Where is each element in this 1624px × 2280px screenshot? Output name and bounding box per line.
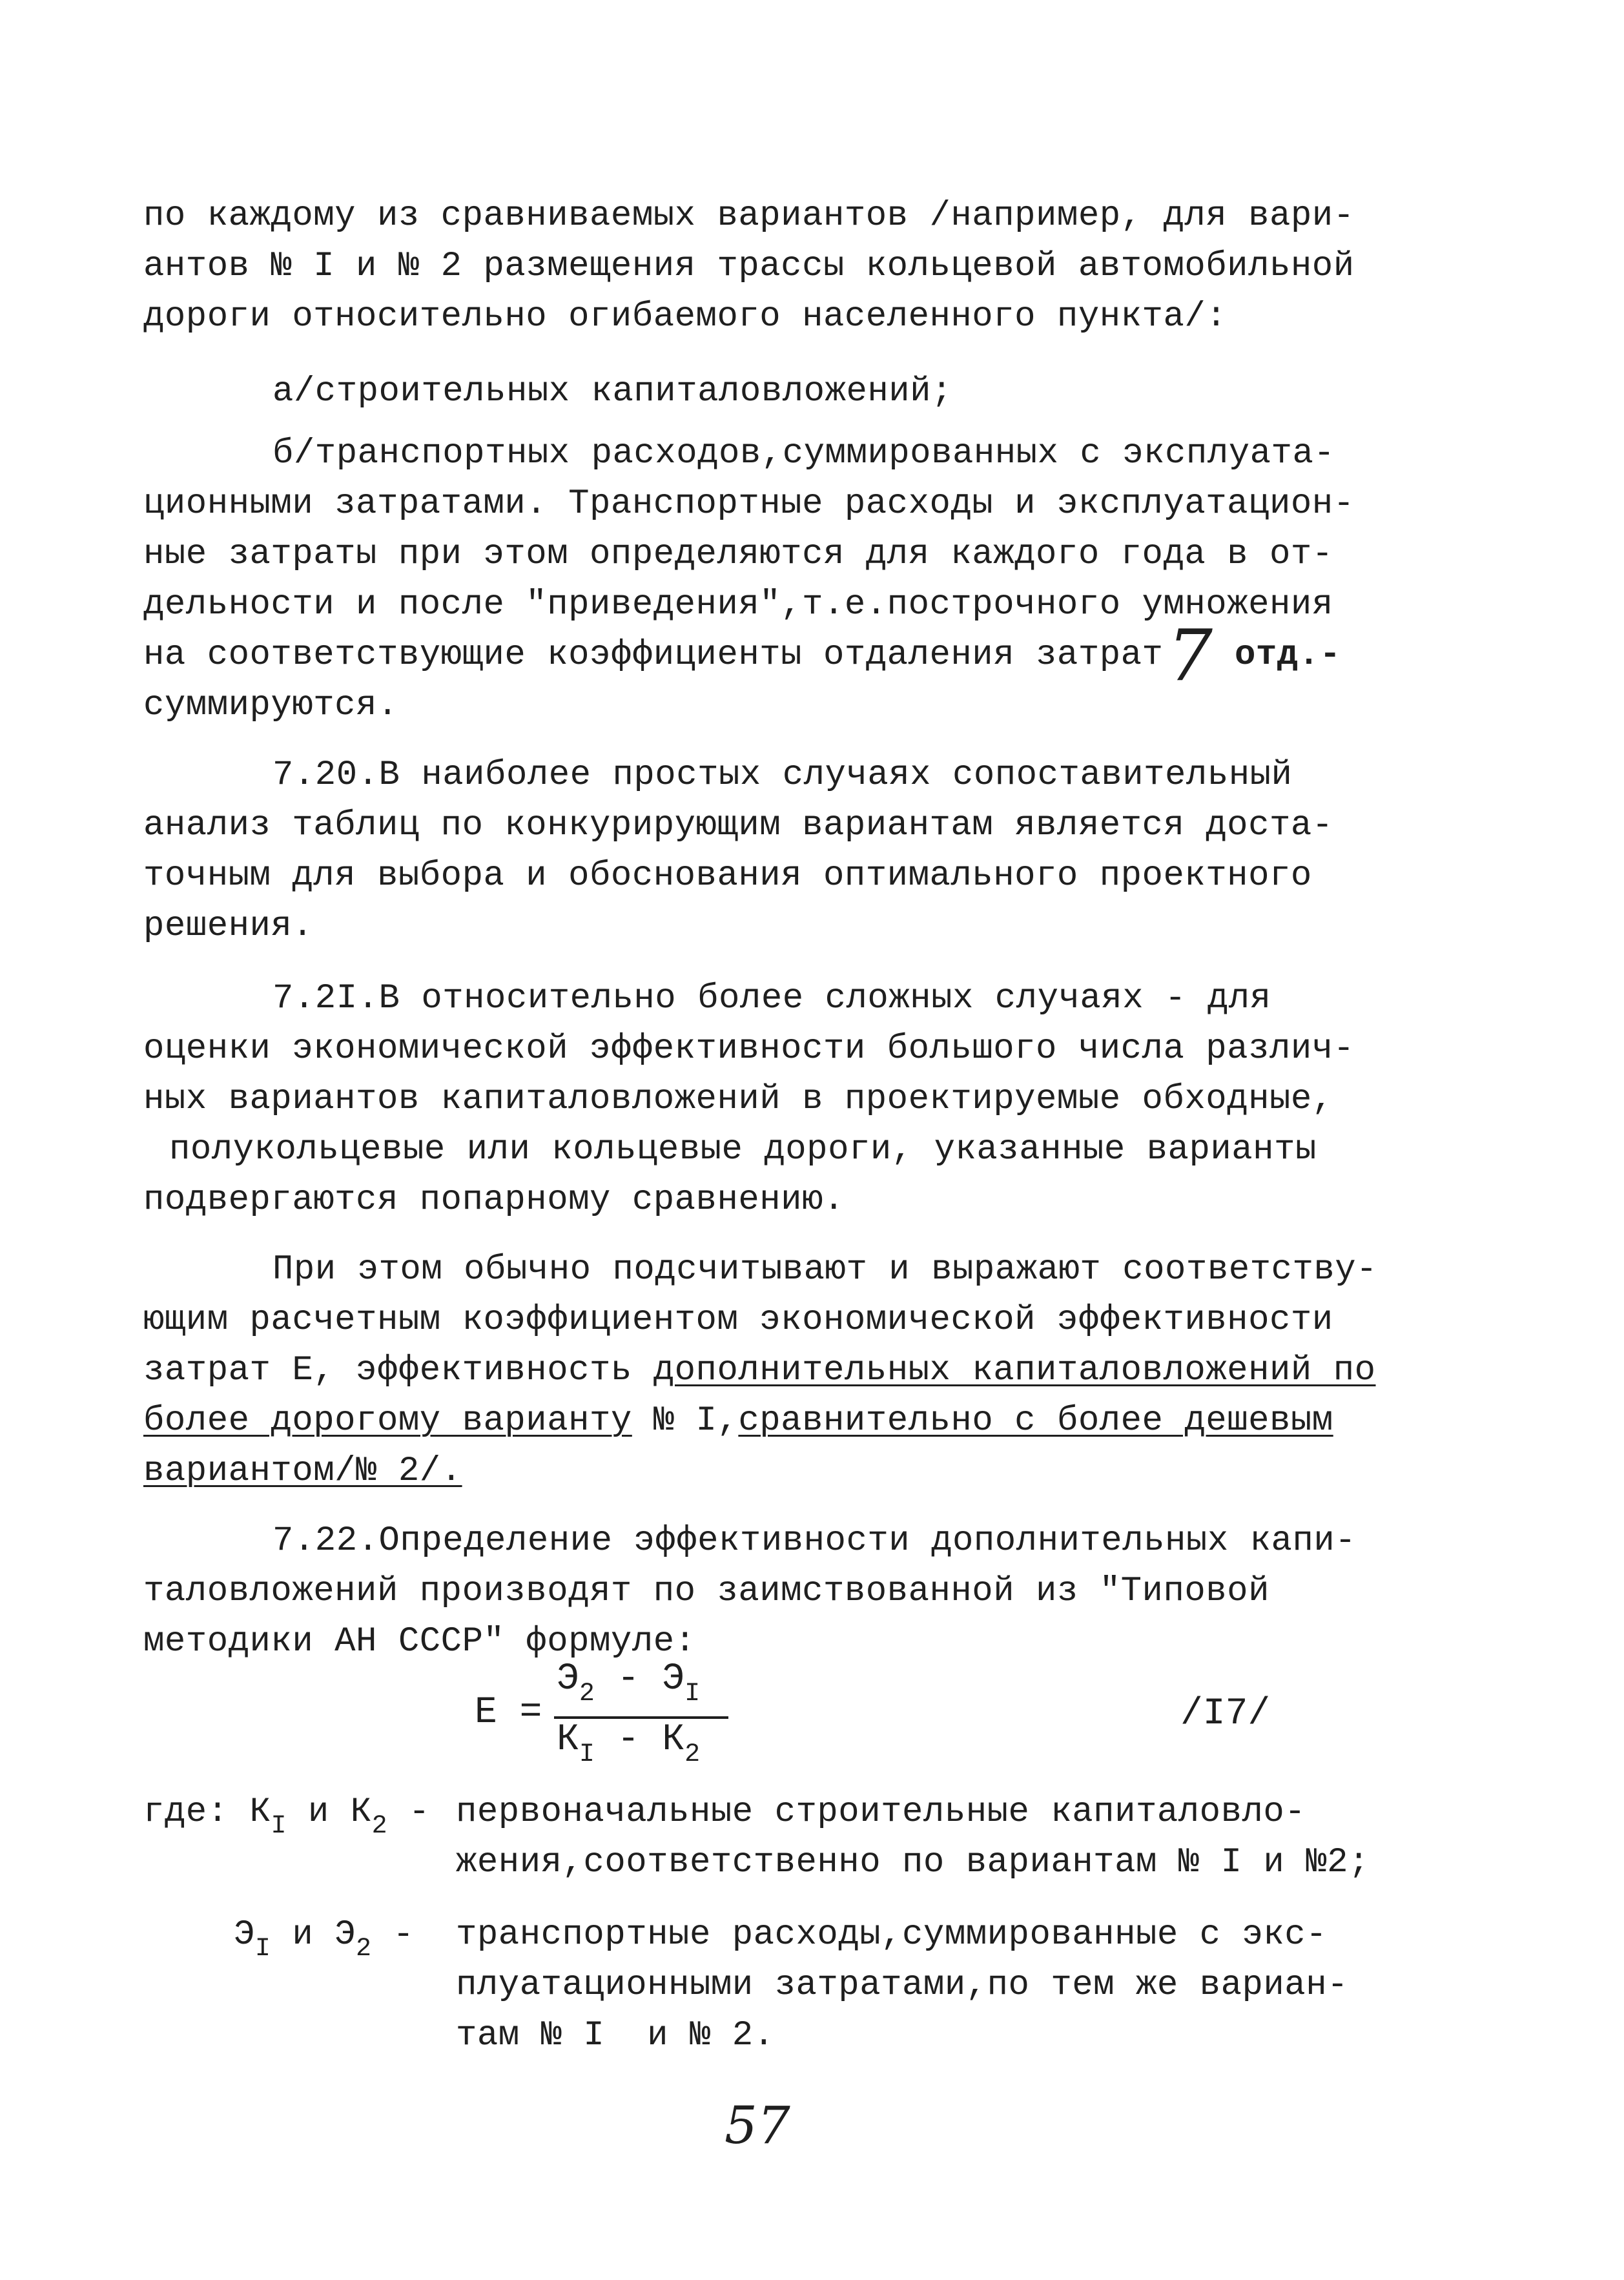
text-line: на соответствующие коэффициенты отдаления затрат [143,635,1164,675]
text-line: жения,соответственно по вариантам № I и №2; [456,1843,1370,1882]
text-line: точным для выбора и обоснования оптимального проектного [143,856,1312,896]
underlined-phrase: вариантом/№ 2/. [143,1452,462,1491]
text-span: Э [234,1915,255,1955]
formula-symbol: Э [662,1658,685,1700]
formula-subscript: I [684,1679,701,1709]
definition-term [234,1913,436,1964]
text-line: дельности и после "приведения",т.е.построчного умножения [143,585,1333,624]
text-line: полукольцевые или кольцевые дороги, указанные варианты [169,1130,1317,1169]
text-line: методики АН СССР" формуле: [143,1622,696,1661]
text-line: анализ таблиц по конкурирующим вариантам является доста- [143,806,1333,845]
text-span: и Э [271,1915,356,1955]
text-line: подвергаются попарному сравнению. [143,1180,845,1220]
text-line: транспортные расходы,суммированные с экс- [456,1915,1328,1955]
formula-lhs: Е = [475,1692,542,1734]
formula-subscript: I [254,1935,271,1964]
formula-number: /I7/ [1180,1693,1271,1735]
text-line: отд.- [1235,635,1341,675]
text-line: таловложений производят по заимствованной из "Типовой [143,1572,1269,1611]
text-line [143,1399,1333,1444]
text-span: № I, [632,1401,739,1441]
text-line: ные затраты при этом определяются для каждого года в от- [143,535,1333,574]
formula-operator: - [594,1719,663,1761]
formula-subscript: 2 [684,1740,701,1769]
formula-operator: - [594,1658,663,1700]
text-line [143,1348,1376,1393]
text-line: 7.22.Определение эффективности дополнительных капи- [272,1521,1357,1561]
formula-subscript: I [579,1740,595,1769]
text-line: оценки экономической эффективности большого числа различ- [143,1029,1355,1069]
underlined-phrase: дополнительных капиталовложений по [653,1351,1376,1390]
text-line: 7.2I.В относительно более сложных случаях - для [272,979,1271,1018]
text-line: по каждому из сравниваемых вариантов /например, для вари- [143,196,1355,236]
text-line: а/строительных капиталовложений; [272,372,952,411]
text-line: ционными затратами. Транспортные расходы и эксплуатацион- [143,484,1355,524]
underlined-phrase: сравнительно с более дешевым [738,1401,1333,1441]
text-line: ющим расчетным коэффициентом экономической эффективности [143,1300,1333,1340]
formula-subscript: 2 [356,1935,372,1964]
text-span: - [371,1915,436,1955]
text-span: и К [286,1792,372,1832]
text-line: При этом обычно подсчитывают и выражают соответству- [272,1250,1378,1289]
formula-subscript: I [271,1812,287,1841]
text-span: затрат Е, эффективность [143,1351,653,1390]
text-line: антов № I и № 2 размещения трассы кольцевой автомобильной [143,247,1355,286]
formula-subscript: 2 [371,1812,388,1841]
formula-symbol: К [557,1719,579,1761]
text-span: где: К [143,1792,271,1832]
handwritten-mark: 7 [1167,614,1213,697]
text-line: решения. [143,907,314,946]
definition-term [143,1790,451,1841]
formula-numerator [557,1658,701,1709]
text-line: дороги относительно огибаемого населенного пункта/: [143,297,1228,336]
text-span: - [387,1792,451,1832]
text-line: б/транспортных расходов,суммированных с эксплуата- [272,434,1335,473]
text-line: плуатационными затратами,по тем же вариан- [456,1966,1349,2005]
underlined-phrase: более дорогому варианту [143,1401,632,1441]
text-line: 7.20.В наиболее простых случаях сопоставительный [272,755,1293,795]
text-line: суммируются. [143,686,398,725]
formula-denominator [557,1719,701,1769]
page-number: 57 [725,2095,790,2155]
formula-symbol: Э [557,1658,579,1700]
formula-symbol: К [662,1719,685,1761]
text-line: ных вариантов капиталовложений в проектируемые обходные, [143,1080,1333,1119]
text-line: там № I и № 2. [456,2016,775,2055]
text-line: первоначальные строительные капиталовло- [456,1792,1306,1832]
formula-subscript: 2 [579,1679,595,1709]
